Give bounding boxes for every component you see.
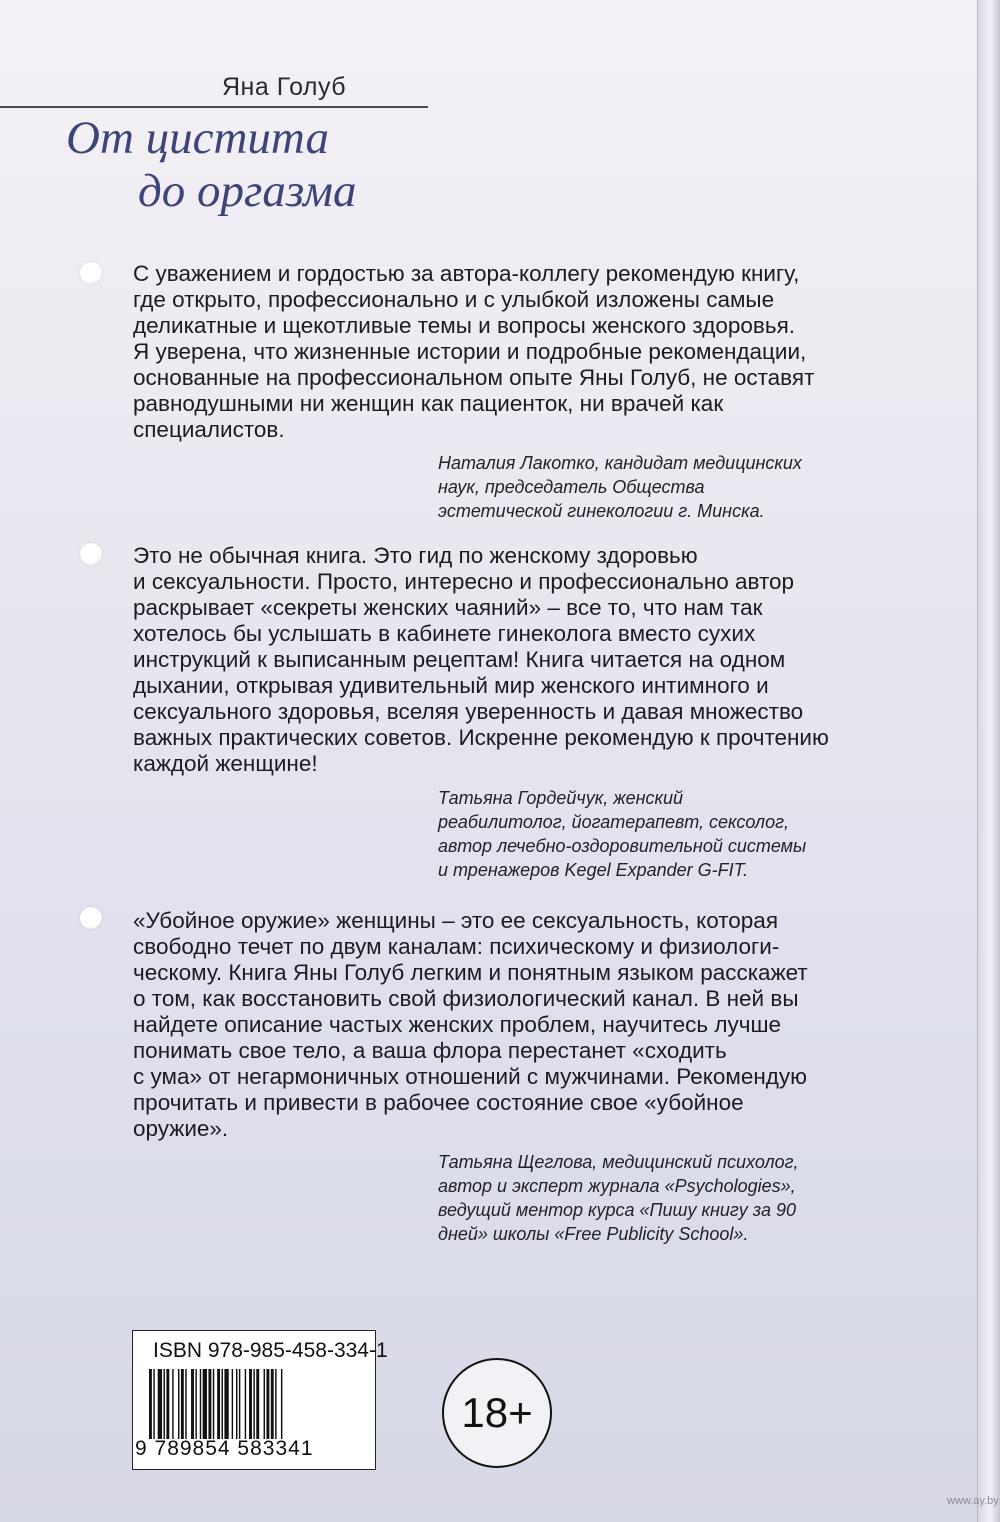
book-spine xyxy=(978,0,1000,1522)
review-line: хотелось бы услышать в кабинете гинеколога вместо сухих xyxy=(133,621,756,646)
review-line: сексуального здоровья, вселяя уверенность и давая множество xyxy=(133,699,804,724)
review-line: дыхании, открывая удивительный мир женского интимного и xyxy=(133,673,769,698)
review-line: важных практических советов. Искренне рекомендую к прочтению xyxy=(133,725,829,750)
title-line-1: От цистита xyxy=(66,112,329,164)
author-name: Яна Голуб xyxy=(222,73,347,101)
review-line: найдете описание частых женских проблем, научитесь лучше xyxy=(133,1012,782,1037)
review-signature xyxy=(438,1150,898,1246)
bullet-dot xyxy=(80,907,102,929)
review-line: основанные на профессиональном опыте Яны Голуб, не оставят xyxy=(133,365,815,390)
bullet-dot xyxy=(80,543,102,565)
review-line: ческому. Книга Яны Голуб легким и понятным языком расскажет xyxy=(133,960,808,985)
signature-line: и тренажеров Kegel Expander G-FIT. xyxy=(438,860,748,880)
review-line: С уважением и гордостью за автора-коллегу рекомендую книгу, xyxy=(133,261,800,286)
signature-line: Татьяна Щеглова, медицинский психолог, xyxy=(438,1152,799,1172)
review-line: и сексуальности. Просто, интересно и профессионально автор xyxy=(133,569,795,594)
review-text xyxy=(133,543,883,777)
review-line: каждой женщине! xyxy=(133,751,318,776)
barcode-bars xyxy=(149,1369,365,1439)
age-rating-label: 18+ xyxy=(461,1389,533,1436)
review-line: деликатные и щекотливые темы и вопросы женского здоровья. xyxy=(133,313,796,338)
review-signature xyxy=(438,786,898,882)
signature-line: автор лечебно-оздоровительной системы xyxy=(438,836,807,856)
signature-line: дней» школы «Free Publicity School». xyxy=(438,1224,749,1244)
review-text xyxy=(133,261,883,443)
review-line: Это не обычная книга. Это гид по женскому здоровью xyxy=(133,543,698,568)
review-line: «Убойное оружие» женщины – это ее сексуальность, которая xyxy=(133,908,779,933)
signature-line: реабилитолог, йогатерапевт, сексолог, xyxy=(438,812,789,832)
isbn-text: ISBN 978-985-458-334-1 xyxy=(153,1339,388,1362)
bullet-dot xyxy=(80,262,102,284)
review-line: с ума» от негармоничных отношений с мужчинами. Рекомендую xyxy=(133,1064,808,1089)
signature-line: автор и эксперт журнала «Psychologies», xyxy=(438,1176,796,1196)
review-line: специалистов. xyxy=(133,417,285,442)
watermark-text: www.ay.by xyxy=(947,1495,999,1507)
signature-line: эстетической гинекологии г. Минска. xyxy=(438,501,765,521)
title-line-2: до оргазма xyxy=(138,165,357,217)
review-line: равнодушными ни женщин как пациенток, ни врачей как xyxy=(133,391,724,416)
isbn-barcode xyxy=(132,1330,388,1470)
review-line: свободно течет по двум каналам: психическому и физиологи- xyxy=(133,934,780,959)
signature-line: ведущий ментор курса «Пишу книгу за 90 xyxy=(438,1200,796,1220)
header-rule xyxy=(0,106,428,108)
signature-line: Наталия Лакотко, кандидат медицинских xyxy=(438,453,802,473)
review-line: где открыто, профессионально и с улыбкой изложены самые xyxy=(133,287,775,312)
review-line: понимать свое тело, а ваша флора перестанет «сходить xyxy=(133,1038,727,1063)
age-rating-badge xyxy=(442,1358,552,1468)
review-line: инструкций к выписанным рецептам! Книга читается на одном xyxy=(133,647,786,672)
review-text xyxy=(133,908,883,1142)
review-signature xyxy=(438,451,898,523)
review-line: Я уверена, что жизненные истории и подробные рекомендации, xyxy=(133,339,807,364)
review-line: оружие». xyxy=(133,1116,229,1141)
signature-line: Татьяна Гордейчук, женский xyxy=(438,788,684,808)
barcode-digits: 9 789854 583341 xyxy=(135,1437,314,1460)
signature-line: наук, председатель Общества xyxy=(438,477,705,497)
review-line: прочитать и привести в рабочее состояние свое «убойное xyxy=(133,1090,744,1115)
review-line: раскрывает «секреты женских чаяний» – все то, что нам так xyxy=(133,595,763,620)
book-title xyxy=(66,112,357,218)
review-line: о том, как восстановить свой физиологический канал. В ней вы xyxy=(133,986,799,1011)
